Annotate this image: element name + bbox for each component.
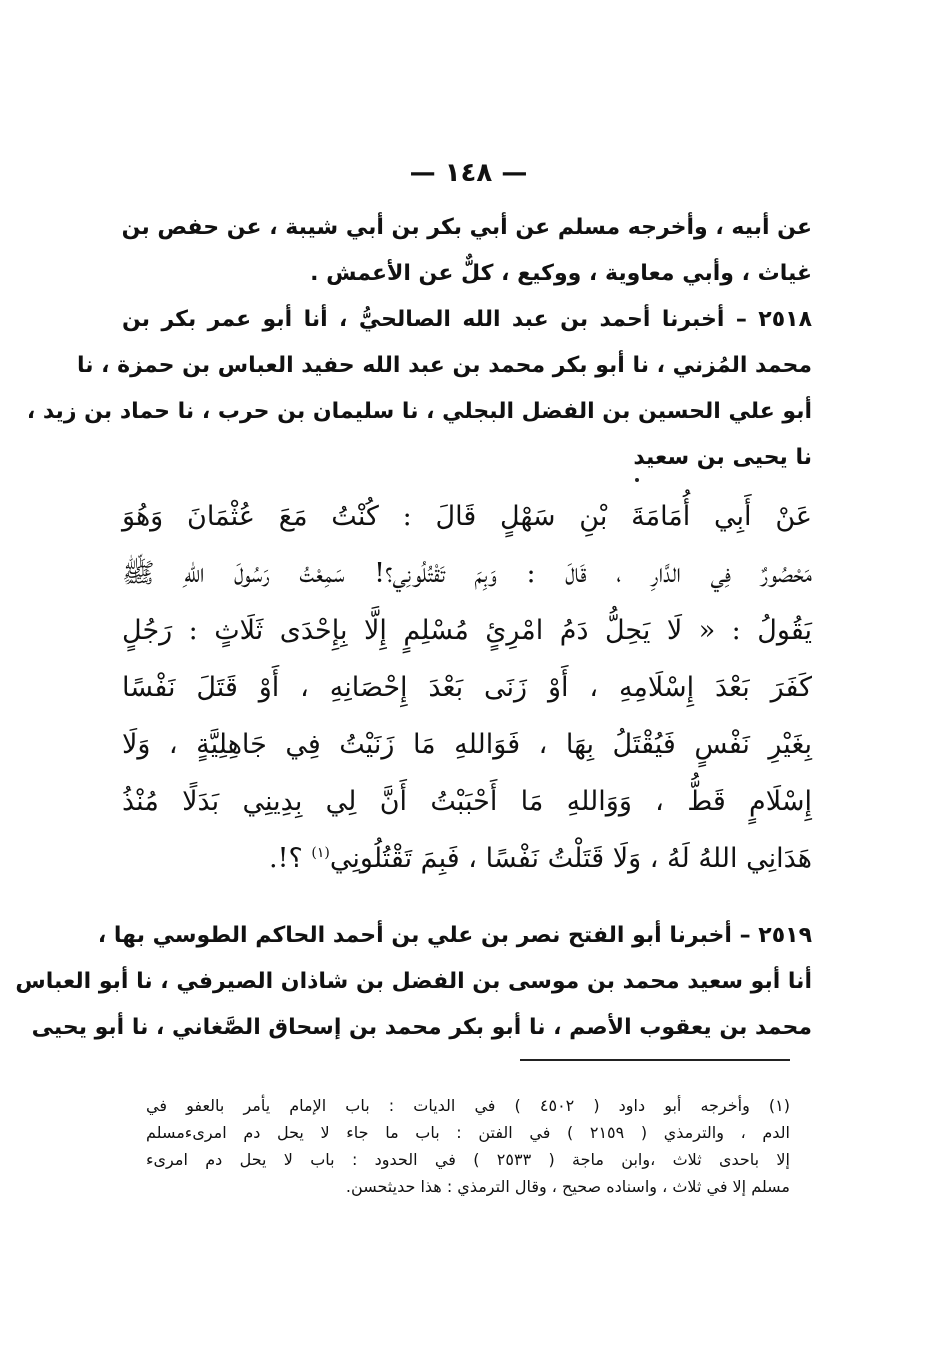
footnote-line: الدم ، والترمذي ( ٢١٥٩ ) في الفتن : باب ما جاء لا يحل دم امرىءمسلم <box>146 1123 790 1142</box>
entry-2518-chain <box>26 297 812 481</box>
hadith-last-line <box>122 830 812 887</box>
text-line: أبو علي الحسين بن الفضل البجلي ، نا سليمان بن حرب ، نا حماد بن زيد ، <box>26 399 812 424</box>
text-line: محمد بن يعقوب الأصم ، نا أبو بكر محمد بن إسحاق الصَّغاني ، نا أبو يحيى <box>31 1015 812 1040</box>
hadith-line: إِسْلَامٍ قَطُّ ، وَوَاللهِ مَا أَحْبَبْتُ أَنَّ لِي بِدِينِي بَدَلًا مُنْذُ <box>122 786 812 817</box>
text-line: عن أبيه ، وأخرجه مسلم عن أبي بكر بن أبي شيبة ، عن حفص بن <box>121 215 812 240</box>
footnote-line: مسلم إلا في ثلاث ، واسناده صحيح ، وقال الترمذي : هذا حديثحسن. <box>345 1177 790 1196</box>
hadith-text <box>122 488 812 887</box>
page-number: — ١٤٨ — <box>409 158 528 188</box>
text-line: ٢٥١٨ – أخبرنا أحمد بن عبد الله الصالحيُّ ، أنا أبو عمر بكر بن <box>122 307 812 332</box>
footnotes <box>146 1092 790 1200</box>
hadith-line: كَفَرَ بَعْدَ إِسْلَامِهِ ، أَوْ زَنَى بَعْدَ إِحْصَانِهِ ، أَوْ قَتَلَ نَفْسًا <box>122 672 812 703</box>
footnote-marker[interactable]: (١) <box>311 845 330 861</box>
hadith-line: يَقُولُ : « لَا يَحِلُّ دَمُ امْرِئٍ مُسْلِمٍ إِلَّا بِإِحْدَى ثَلَاثٍ : رَجُلٍ <box>122 615 812 646</box>
text-line: غياث ، وأبي معاوية ، ووكيع ، كلٌّ عن الأعمش . <box>310 261 812 286</box>
footnote-divider <box>520 1059 790 1061</box>
hadith-line: مَحْصُورٌ فِي الدَّارِ ، قَالَ : وَبِمَ تَقْتُلُونِي؟! سَمِعْتُ رَسُولَ اللهِ ﷺ <box>122 558 812 589</box>
text-line: أنا أبو سعيد محمد بن موسى بن الفضل بن شاذان الصيرفي ، نا أبو العباس <box>15 969 812 994</box>
intro-paragraph <box>122 205 812 297</box>
hadith-line: بِغَيْرِ نَفْسٍ فَيُقْتَلُ بِهَا ، فَوَاللهِ مَا زَنَيْتُ فِي جَاهِلِيَّةٍ ، وَلَا <box>122 729 812 760</box>
stray-mark <box>635 478 639 482</box>
hadith-closing: ؟!. <box>269 843 312 874</box>
hadith-line-text: هَدَانِي اللهُ لَهُ ، وَلَا قَتَلْتُ نَفْسًا ، فَبِمَ تَقْتُلُونِي <box>329 843 812 874</box>
text-line: ٢٥١٩ – أخبرنا أبو الفتح نصر بن علي بن أحمد الحاكم الطوسي بها ، <box>97 923 812 948</box>
entry-2519-chain <box>15 913 812 1051</box>
footnote-line: (١) وأخرجه أبو داود ( ٤٥٠٢ ) في الديات : باب الإمام يأمر بالعفو في <box>146 1096 790 1115</box>
footnote-line: إلا باحدى ثلاث ،وابن ماجة ( ٢٥٣٣ ) في الحدود : باب لا يحل دم امرىء <box>146 1150 791 1169</box>
hadith-line: عَنْ أَبِي أُمَامَةَ بْنِ سَهْلٍ قَالَ : كُنْتُ مَعَ عُثْمَانَ وَهُوَ <box>122 501 812 532</box>
text-line: نا يحيى بن سعيد <box>633 445 812 470</box>
text-line: محمد المُزني ، نا أبو بكر محمد بن عبد الله حفيد العباس بن حمزة ، نا <box>76 353 812 378</box>
